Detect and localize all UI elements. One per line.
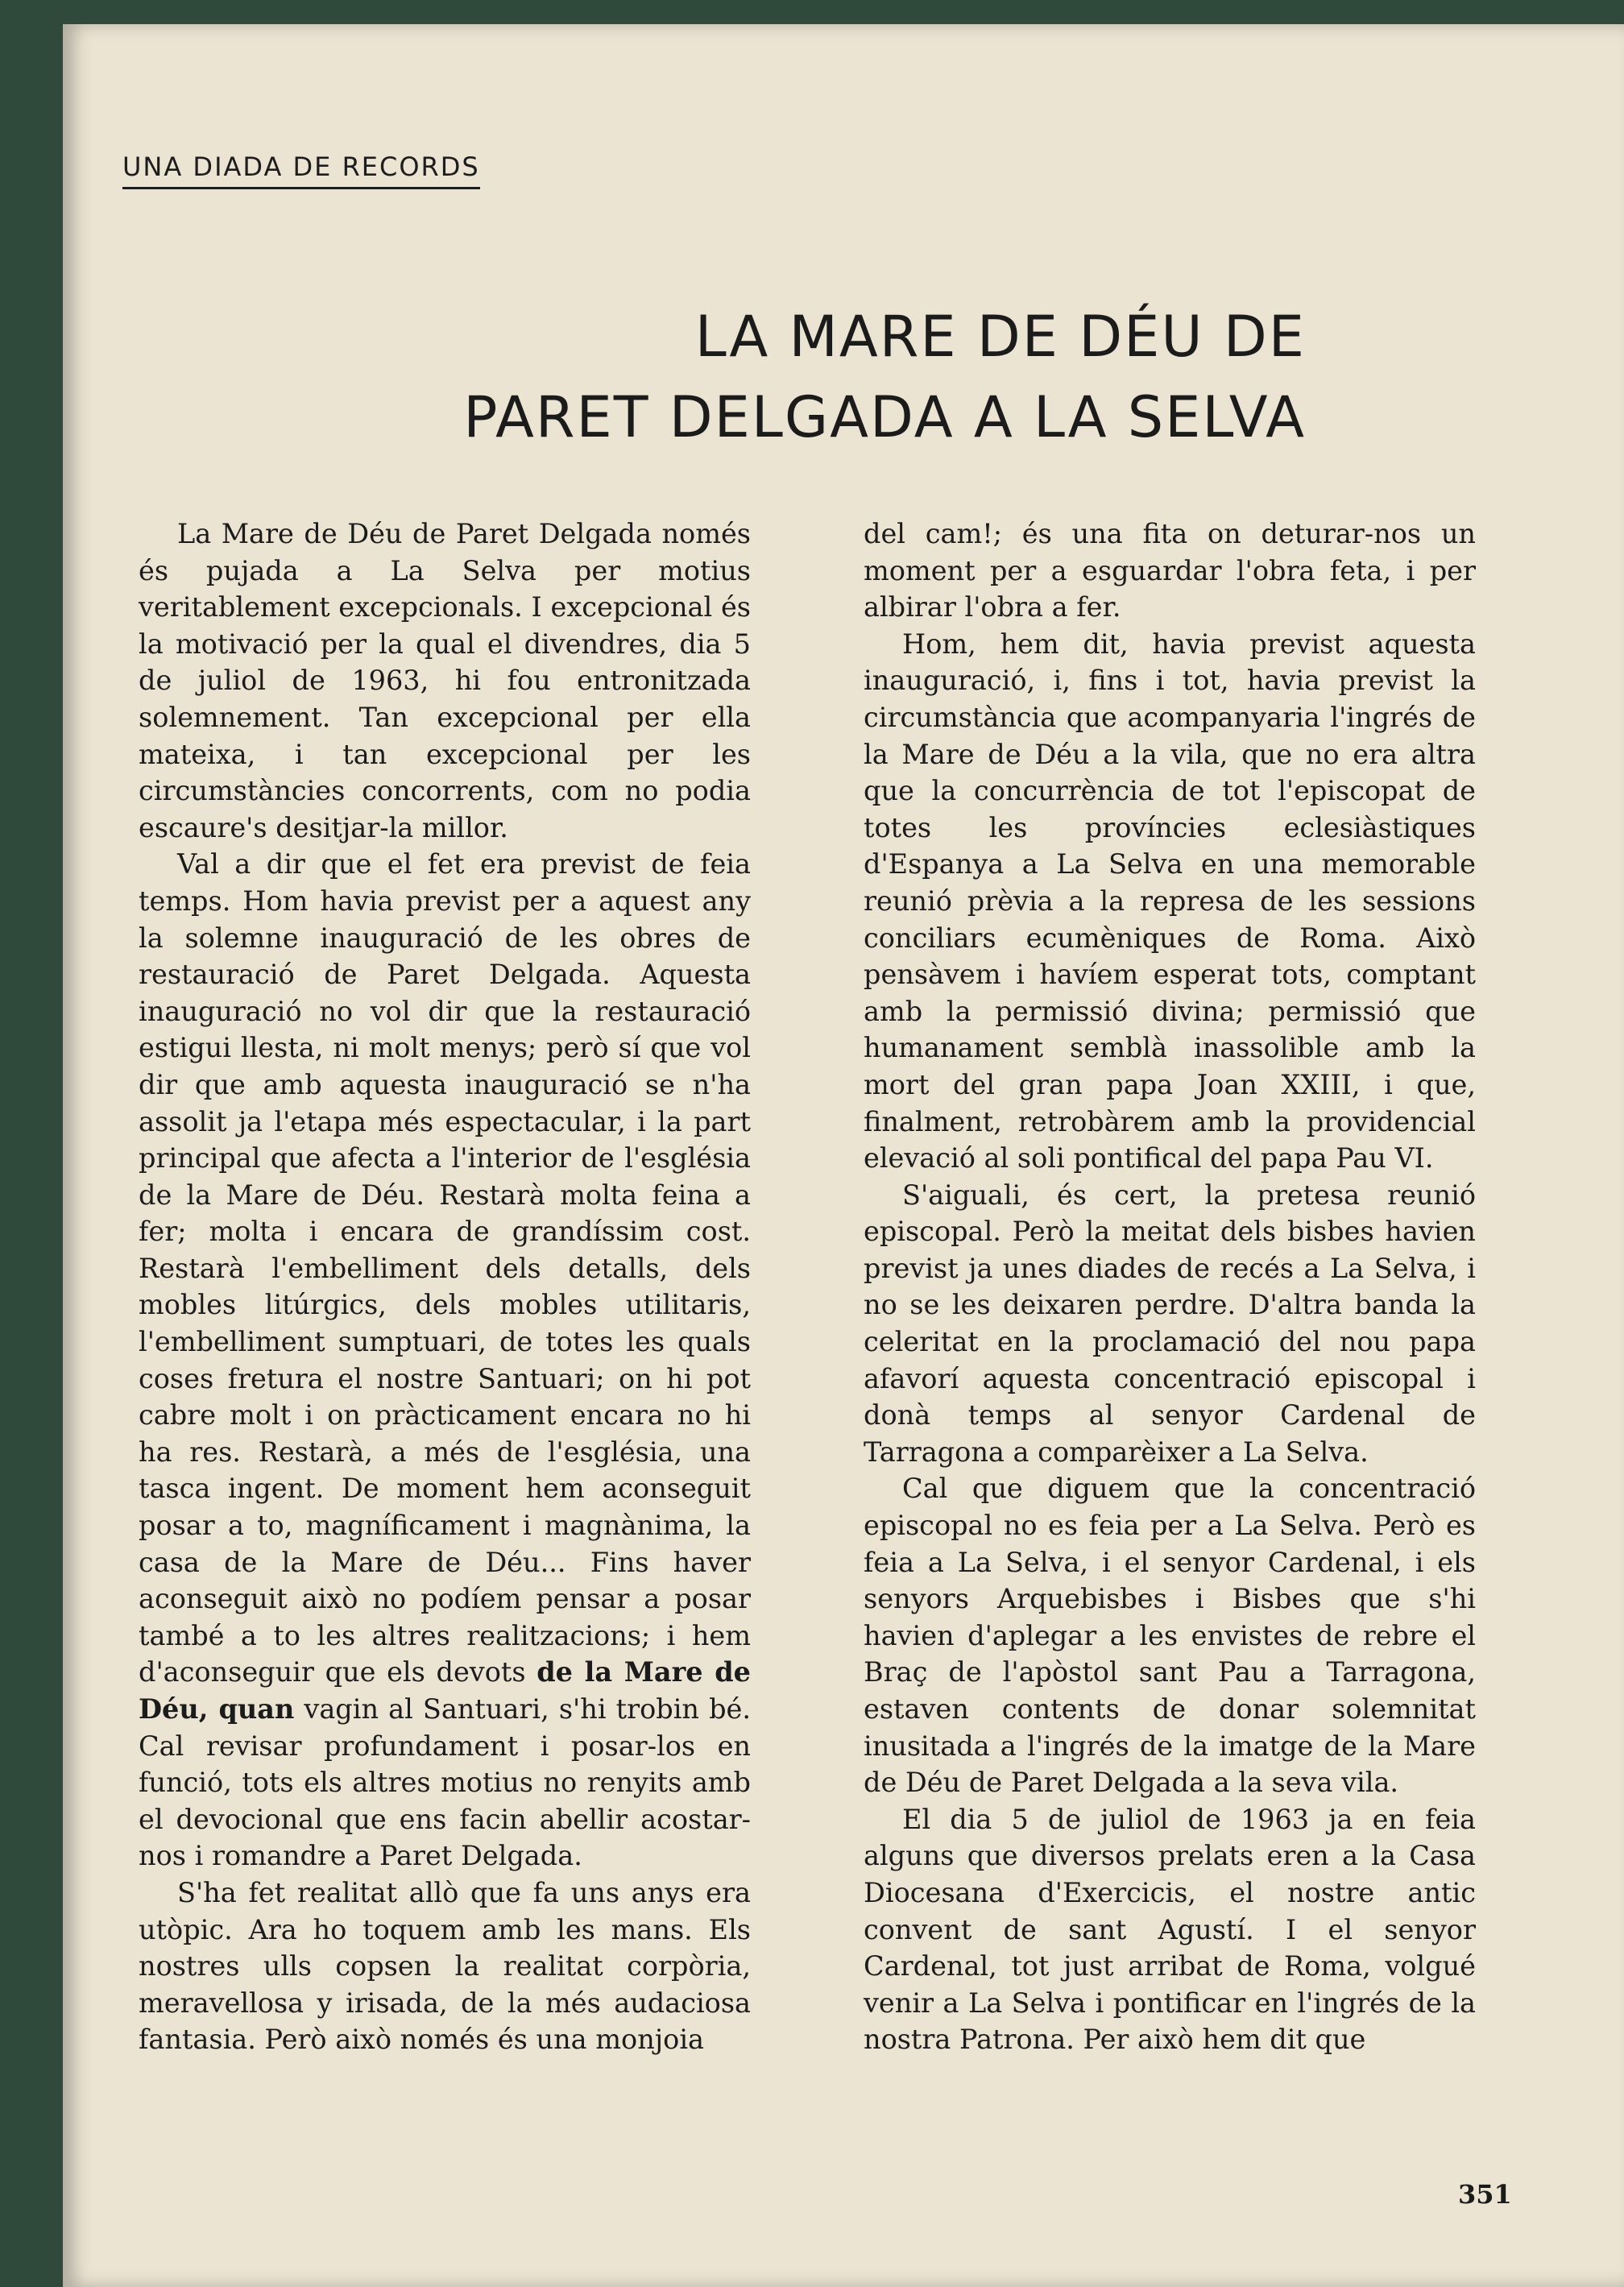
bold-phrase: de la Mare de Déu, quan: [139, 1656, 751, 1725]
section-label: UNA DIADA DE RECORDS: [122, 151, 480, 189]
paragraph-text: vagin al Santuari, s'hi trobin bé. Cal revisar profundament i posar-los en funció, tots els altres motius no renyits amb el devocional que ens facin abellir acostar-nos i romandre a Paret Delgada.: [139, 1693, 751, 1872]
paragraph: S'aiguali, és cert, la pretesa reunió episcopal. Però la meitat dels bisbes havien previst ja unes diades de recés a La Selva, i no se les deixaren perdre. D'altra banda la celeritat en la proclamació del nou papa afavorí aquesta concentració episcopal i donà temps al senyor Cardenal de Tarragona a comparèixer a La Selva.: [864, 1179, 1476, 1468]
paragraph: La Mare de Déu de Paret Delgada només és pujada a La Selva per motius veritablement excepcionals. I excepcional és la motivació per la qual el divendres, dia 5 de juliol de 1963, hi fou entronitzada solemnement. Tan excepcional per ella mateixa, i tan excepcional per les circumstàncies concorrents, com no podia escaure's desitjar-la millor.: [139, 518, 751, 843]
paragraph: S'ha fet realitat allò que fa uns anys era utòpic. Ara ho toquem amb les mans. Els nostres ulls copsen la realitat corpòria, meravellosa y irisada, de la més audaciosa fantasia. Però això només és una monjoia: [139, 1876, 751, 2056]
paragraph: [139, 846, 751, 1875]
left-column: [139, 516, 751, 2058]
paragraph-text: Val a dir que el fet era previst de feia temps. Hom havia previst per a aquest any la solemne inauguració de les obres de restauració de Paret Delgada. Aquesta inauguració no vol dir que la restauració estigui llesta, ni molt menys; però sí que vol dir que amb aquesta inauguració se n'ha assolit ja l'etapa més espectacular, i la part principal que afecta a l'interior de l'església de la Mare de Déu. Restarà molta feina a fer; molta i encara de grandíssim cost. Restarà l'embelliment dels detalls, dels mobles litúrgics, dels mobles utilitaris, l'embelliment sumptuari, de totes les quals coses fretura el nostre Santuari; on hi pot cabre molt i on pràcticament encara no hi ha res. Restarà, a més de l'església, una tasca ingent. De moment hem aconseguit posar a to, magníficament i magnànima, la casa de la Mare de Déu... Fins haver aconseguit això no podíem pensar a posar també a to les altres realitzacions; i hem d'aconseguir que els devots: [139, 848, 751, 1688]
page-number: 351: [1458, 2179, 1512, 2210]
title-line-1: LA MARE DE DÉU DE: [694, 304, 1306, 370]
paragraph: El dia 5 de juliol de 1963 ja en feia alguns que diversos prelats eren a la Casa Diocesana d'Exercicis, el nostre antic convent de sant Agustí. I el senyor Cardenal, tot just arribat de Roma, volgué venir a La Selva i pontificar en l'ingrés de la nostra Patrona. Per això hem dit que: [864, 1803, 1476, 2056]
paragraph: del cam!; és una fita on deturar-nos un moment per a esguardar l'obra feta, i per albirar l'obra a fer.: [864, 518, 1476, 624]
title-line-2: PARET DELGADA A LA SELVA: [463, 384, 1306, 450]
article-title: [339, 296, 1306, 458]
right-column: [864, 516, 1476, 2058]
paragraph: Hom, hem dit, havia previst aquesta inauguració, i, fins i tot, havia previst la circumstància que acompanyaria l'ingrés de la Mare de Déu a la vila, que no era altra que la concurrència de tot l'episcopat de totes les províncies eclesiàstiques d'Espanya a La Selva en una memorable reunió prèvia a la represa de les sessions conciliars ecumèniques de Roma. Això pensàvem i havíem esperat tots, comptant amb la permissió divina; permissió que humanament semblà inassolible amb la mort del gran papa Joan XXIII, i que, finalment, retrobàrem amb la providencial elevació al soli pontifical del papa Pau VI.: [864, 628, 1476, 1175]
paragraph: Cal que diguem que la concentració episcopal no es feia per a La Selva. Però es feia a La Selva, i el senyor Cardenal, i els senyors Arquebisbes i Bisbes que s'hi havien d'aplegar a les envistes de rebre el Braç de l'apòstol sant Pau a Tarragona, estaven contents de donar solemnitat inusitada a l'ingrés de la imatge de la Mare de Déu de Paret Delgada a la seva vila.: [864, 1473, 1476, 1799]
